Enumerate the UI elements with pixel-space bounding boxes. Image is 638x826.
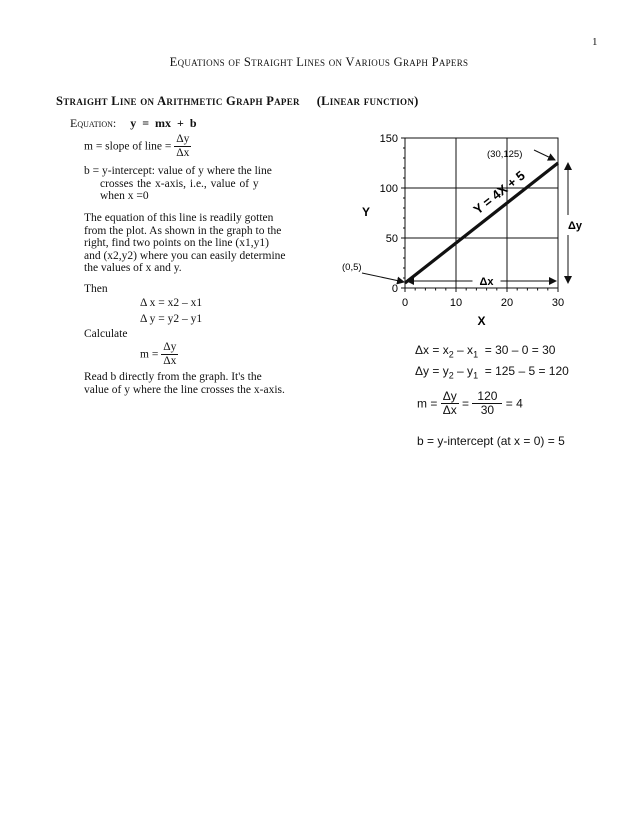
calc-m-frac1 [441, 390, 459, 417]
section-heading-main: Straight Line on Arithmetic Graph Paper [56, 94, 300, 108]
p1-line-4: and (x2,y2) where you can easily determine [84, 249, 286, 262]
paragraph-1 [84, 212, 304, 275]
calc-dx-c: = 30 – 0 = 30 [478, 343, 556, 357]
equation-text: y = mx + b [130, 116, 197, 130]
calc-dx-sub1: 1 [473, 349, 479, 360]
calc-m-den1: Δx [442, 403, 457, 417]
intercept-line-3: when x =0 [100, 190, 149, 202]
p1-line-2: from the plot. As shown in the graph to the [84, 224, 282, 237]
equation-line [70, 116, 197, 131]
m-eq-den: Δx [163, 355, 177, 367]
calc-dy-a: Δy = y [415, 364, 449, 378]
calc-b-line: b = y-intercept (at x = 0) = 5 [417, 434, 565, 448]
x-tick-label: 20 [500, 297, 514, 309]
paragraph-2 [84, 371, 304, 396]
linear-chart [330, 128, 630, 338]
calc-slope [417, 390, 523, 417]
y-axis-label: Y [361, 205, 371, 219]
calc-dx-b: – x [453, 343, 474, 357]
calc-m-den2: 30 [480, 403, 495, 417]
calc-delta-x [415, 343, 555, 359]
p2-line-2: value of y where the line crosses the x-axis. [84, 383, 285, 396]
calc-m-lhs: m = [417, 396, 438, 411]
calc-dx-sub2: 2 [448, 349, 454, 360]
y-tick-label: 100 [379, 183, 398, 195]
p2-line-1: Read b directly from the graph. It's the [84, 371, 262, 383]
then-label: Then [84, 283, 108, 295]
p1-line-1: The equation of this line is readily gotten [84, 212, 274, 224]
slope-den: Δx [176, 147, 190, 159]
y-tick-label: 150 [379, 133, 398, 145]
m-equation [140, 341, 178, 368]
x-axis-label: X [477, 314, 486, 328]
delta-y-equation: Δ y = y2 – y1 [140, 313, 203, 325]
point-end-label: (30,125) [487, 149, 523, 160]
line-equation-label: Y = 4X + 5 [470, 167, 528, 218]
page-number: 1 [592, 36, 598, 48]
y-tick-label: 0 [391, 283, 398, 295]
m-eq-num: Δy [163, 341, 177, 353]
calc-m-eq: = [462, 396, 470, 411]
calc-dy-sub2: 2 [448, 370, 454, 381]
intercept-line-2: crosses the x-axis, i.e., value of y [100, 177, 259, 190]
delta-x-label: Δx [479, 276, 494, 288]
page-title: Equations of Straight Lines on Various Graph Papers [169, 55, 469, 69]
intercept-line-1: b = y-intercept: value of y where the line [84, 165, 272, 177]
section-heading [56, 94, 419, 109]
calc-dy-b: – y [453, 364, 474, 378]
slope-fraction [174, 133, 191, 160]
calc-dy-c: = 125 – 5 = 120 [478, 364, 569, 378]
calc-m-num1: Δy [442, 389, 457, 403]
calc-dx-a: Δx = x [415, 343, 449, 357]
calc-delta-y [415, 364, 569, 380]
point-end-arrow [534, 150, 555, 160]
delta-y-label: Δy [567, 220, 583, 232]
y-tick-label: 50 [385, 233, 398, 245]
calc-m-result: = 4 [505, 396, 523, 411]
m-eq-fraction [161, 341, 178, 368]
m-eq-lhs: m = [140, 348, 159, 361]
slope-def-lhs: m = slope of line = [84, 140, 172, 153]
calc-m-frac2 [472, 390, 502, 417]
section-heading-paren: (Linear function) [316, 94, 419, 108]
slope-num: Δy [176, 133, 190, 145]
point-start-arrow [362, 273, 404, 282]
data-line [405, 163, 558, 283]
slope-definition [84, 133, 191, 160]
calculate-label: Calculate [84, 328, 128, 340]
p1-line-3: right, find two points on the line (x1,y1) [84, 237, 269, 249]
intercept-definition [84, 165, 302, 203]
equation-label: Equation: [70, 116, 117, 130]
calc-m-num2: 120 [472, 390, 502, 404]
x-tick-label: 10 [449, 297, 463, 309]
point-start-label: (0,5) [342, 262, 362, 273]
p1-line-5: the values of x and y. [84, 262, 182, 274]
x-tick-label: 30 [551, 297, 565, 309]
x-tick-label: 0 [401, 297, 409, 309]
calc-dy-sub1: 1 [473, 370, 479, 381]
delta-x-equation: Δ x = x2 – x1 [140, 297, 203, 309]
